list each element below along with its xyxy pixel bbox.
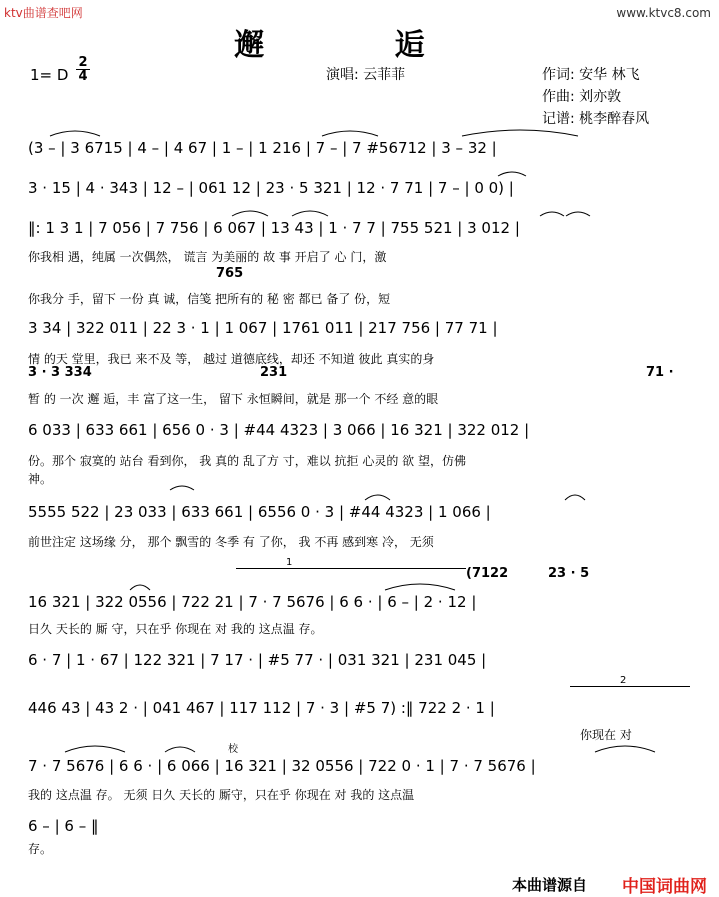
notation-text: 16 321 | 322 0556 | 722 21 | 7 · 7 5676 | 6 6 · | 6 – | 2 · 12 | [28, 593, 477, 611]
lyric-text: 你我相 遇，纯属 一次偶然， 谎言 为美丽的 故 事 开启了 心 门，激 [28, 250, 387, 264]
notation-text: 5555 522 | 23 033 | 633 661 | 6556 0 · 3 | #44 4323 | 1 066 | [28, 503, 491, 521]
footer-source-label: 本曲谱源自 [512, 876, 588, 894]
alt-notes: 23 · 5 [548, 566, 590, 581]
song-title: 邂 逅 [234, 28, 485, 63]
slur-arc [566, 212, 590, 216]
slur-arc [540, 212, 564, 216]
notation-text: 3 · 15 | 4 · 343 | 12 – | 061 12 | 23 · 5 321 | 12 · 7 71 | 7 – | 0 0) | [28, 179, 514, 197]
notation-text: 3 34 | 322 011 | 22 3 · 1 | 1 067 | 1761 011 | 217 756 | 77 71 | [28, 319, 498, 337]
slur-arc [462, 130, 578, 136]
composer-credit: 作曲: 刘亦敦 [542, 89, 622, 105]
lyric-text: 前世注定 这场缘 分， 那个 飘雪的 冬季 有 了你， 我 不再 感到寒 冷， 无须 [28, 535, 434, 549]
slur-arc [385, 584, 455, 590]
volta-number: 2 [620, 675, 627, 686]
slur-arc [365, 495, 390, 500]
notation-text: 6 · 7 | 1 · 67 | 122 321 | 7 17 · | #5 77 · | 031 321 | 231 045 | [28, 651, 487, 669]
lyric-text: 你现在 对 [580, 728, 632, 742]
slur-arc [565, 495, 585, 500]
key-signature: 1= D [30, 66, 69, 84]
slur-arc [130, 585, 150, 590]
lyric-text: 你我分 手，留下 一份 真 诚，信笺 把所有的 秘 密 都已 备了 份，短 [28, 292, 391, 306]
site-watermark-left: ktv曲谱查吧网 [4, 6, 83, 20]
slur-arc [232, 211, 268, 216]
time-signature-numerator: 2 [78, 55, 88, 70]
slur-arc [498, 172, 526, 176]
mark-annotation: 校 [228, 744, 238, 755]
lyric-text: 我的 这点温 存。 无须 日久 天长的 厮守，只在乎 你现在 对 我的 这点温 [28, 788, 415, 802]
lyric-text: 暂 的 一次 邂 逅，丰 富了这一生， 留下 永恒瞬间，就是 那一个 不经 意的眼 [28, 392, 439, 406]
slur-arc [322, 131, 378, 136]
time-signature-denominator: 4 [76, 69, 90, 83]
volta-number: 1 [286, 557, 293, 568]
site-watermark-right: www.ktvc8.com [616, 6, 711, 20]
notation-text: 446 43 | 43 2 · | 041 467 | 117 112 | 7 · 3 | #5 7) :‖ 722 2 · 1 | [28, 699, 495, 717]
alt-notes: 765 [216, 266, 244, 281]
lyric-text: 份。那个 寂寞的 站台 看到你， 我 真的 乱了方 寸，难以 抗拒 心灵的 欲 望，仿佛 [28, 454, 466, 468]
slur-arc [170, 486, 194, 490]
notation-text: 6 033 | 633 661 | 656 0 · 3 | #44 4323 | 3 066 | 16 321 | 322 012 | [28, 421, 530, 439]
alt-notes: (7122 [466, 566, 509, 581]
slur-arc [50, 131, 100, 136]
lyricist-credit: 作词: 安华 林飞 [542, 67, 640, 83]
footer-site-logo: 中国词曲网 [622, 877, 707, 897]
lyric-text: 神。 [28, 472, 53, 486]
singer-credit: 演唱: 云菲菲 [326, 67, 406, 83]
alt-notes: 3 · 3 334 [28, 365, 92, 380]
notation-text: 7 · 7 5676 | 6 6 · | 6 066 | 16 321 | 32 0556 | 722 0 · 1 | 7 · 7 5676 | [28, 757, 536, 775]
slur-arc [595, 746, 655, 752]
alt-notes: 71 · [646, 365, 674, 380]
lyric-text: 情 的天 堂里，我已 来不及 等， 越过 道德底线，却还 不知道 彼此 真实的身 [28, 352, 435, 366]
slur-arc [65, 746, 125, 752]
lyric-text: 存。 [28, 842, 53, 856]
alt-notes: 231 [260, 365, 288, 380]
notation-text: ‖: 1 3 1 | 7 056 | 7 756 | 6 067 | 13 43 | 1 · 7 7 | 755 521 | 3 012 | [28, 219, 520, 237]
notation-text: (3 – | 3 6715 | 4 – | 4 67 | 1 – | 1 216 | 7 – | 7 #56712 | 3 – 32 | [28, 139, 497, 157]
slur-arc [165, 747, 195, 752]
transcriber-credit: 记谱: 桃李醉春风 [542, 111, 650, 127]
notation-text: 6 – | 6 – ‖ [28, 817, 99, 835]
lyric-text: 日久 天长的 厮 守，只在乎 你现在 对 我的 这点温 存。 [28, 622, 323, 636]
slur-arc [292, 211, 328, 216]
